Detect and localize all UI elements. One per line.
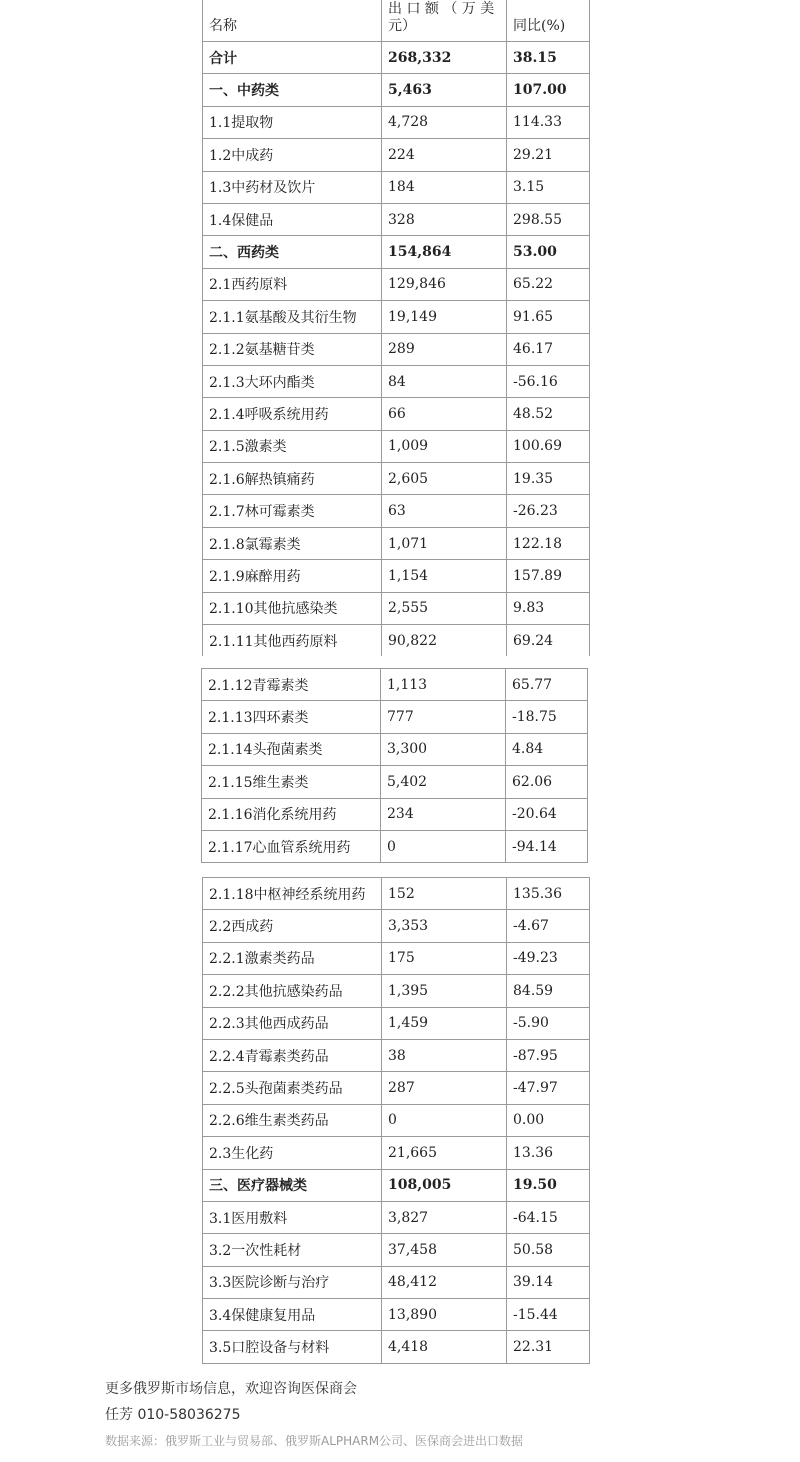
row-yoy: -18.75 <box>506 701 588 733</box>
row-export-value: 5,402 <box>381 766 506 798</box>
table-row <box>203 1169 590 1201</box>
row-export-value: 13,890 <box>382 1299 507 1331</box>
row-export-value: 152 <box>382 878 507 910</box>
row-export-value: 1,009 <box>382 430 507 462</box>
row-export-value: 4,728 <box>382 106 507 138</box>
row-export-value: 21,665 <box>382 1137 507 1169</box>
table-row <box>203 592 590 624</box>
row-export-value: 1,154 <box>382 560 507 592</box>
row-export-value: 154,864 <box>382 236 507 268</box>
row-export-value: 224 <box>382 139 507 171</box>
table-row <box>203 463 590 495</box>
row-yoy: 48.52 <box>507 398 590 430</box>
row-export-value: 184 <box>382 171 507 203</box>
row-name: 3.3医院诊断与治疗 <box>203 1266 382 1298</box>
row-name: 2.1.8氯霉素类 <box>203 527 382 559</box>
row-name: 2.1.14头孢菌素类 <box>202 733 381 765</box>
row-yoy: 38.15 <box>507 42 590 74</box>
row-name: 1.4保健品 <box>203 203 382 235</box>
row-name: 2.1.9麻醉用药 <box>203 560 382 592</box>
header-name: 名称 <box>203 0 382 42</box>
table-row <box>203 1007 590 1039</box>
table-row <box>203 171 590 203</box>
table-row <box>203 106 590 138</box>
table-row <box>203 203 590 235</box>
footer-contact-phone: 任芳 010-58036275 <box>105 1407 241 1423</box>
footer-contact-prompt: 更多俄罗斯市场信息，欢迎咨询医保商会 <box>105 1381 357 1397</box>
row-name: 2.1.5激素类 <box>203 430 382 462</box>
row-name: 2.2.3其他西成药品 <box>203 1007 382 1039</box>
row-name: 2.1.13四环素类 <box>202 701 381 733</box>
row-export-value: 287 <box>382 1072 507 1104</box>
row-yoy: -5.90 <box>507 1007 590 1039</box>
row-name: 3.5口腔设备与材料 <box>203 1331 382 1363</box>
table-row <box>202 733 588 765</box>
row-export-value: 63 <box>382 495 507 527</box>
row-name: 2.1.15维生素类 <box>202 766 381 798</box>
row-export-value: 38 <box>382 1039 507 1071</box>
table-header-row <box>203 0 590 42</box>
row-name: 二、西药类 <box>203 236 382 268</box>
table-row <box>203 1234 590 1266</box>
row-export-value: 0 <box>382 1104 507 1136</box>
row-export-value: 1,113 <box>381 669 506 701</box>
row-name: 2.1.2氨基糖苷类 <box>203 333 382 365</box>
row-export-value: 328 <box>382 203 507 235</box>
table-row <box>203 942 590 974</box>
table-row <box>203 527 590 559</box>
row-yoy: 65.22 <box>507 268 590 300</box>
row-export-value: 1,459 <box>382 1007 507 1039</box>
row-name: 2.1.3大环内酯类 <box>203 365 382 397</box>
row-export-value: 129,846 <box>382 268 507 300</box>
table-row <box>202 701 588 733</box>
row-yoy: 13.36 <box>507 1137 590 1169</box>
table-row <box>203 333 590 365</box>
table-row <box>203 398 590 430</box>
row-yoy: 53.00 <box>507 236 590 268</box>
table-row <box>203 1137 590 1169</box>
row-yoy: 65.77 <box>506 669 588 701</box>
table-row <box>203 1201 590 1233</box>
row-export-value: 5,463 <box>382 74 507 106</box>
header-export-value: 出 口 额 （ 万 美 元） <box>382 0 507 42</box>
table-row <box>203 495 590 527</box>
row-export-value: 37,458 <box>382 1234 507 1266</box>
row-yoy: 3.15 <box>507 171 590 203</box>
table-row <box>203 301 590 333</box>
row-yoy: 50.58 <box>507 1234 590 1266</box>
row-yoy: 100.69 <box>507 430 590 462</box>
row-export-value: 48,412 <box>382 1266 507 1298</box>
table-row <box>203 74 590 106</box>
table-row <box>202 798 588 830</box>
row-yoy: 4.84 <box>506 733 588 765</box>
row-yoy: 114.33 <box>507 106 590 138</box>
row-export-value: 108,005 <box>382 1169 507 1201</box>
row-yoy: 46.17 <box>507 333 590 365</box>
row-name: 2.1.17心血管系统用药 <box>202 830 381 862</box>
row-yoy: -4.67 <box>507 910 590 942</box>
row-yoy: 62.06 <box>506 766 588 798</box>
row-export-value: 175 <box>382 942 507 974</box>
row-name: 3.1医用敷料 <box>203 1201 382 1233</box>
table-row <box>202 669 588 701</box>
row-export-value: 3,827 <box>382 1201 507 1233</box>
row-name: 2.1.12青霉素类 <box>202 669 381 701</box>
table-row <box>203 1072 590 1104</box>
table-row <box>203 236 590 268</box>
row-yoy: 22.31 <box>507 1331 590 1363</box>
row-name: 2.2.5头孢菌素类药品 <box>203 1072 382 1104</box>
table-row <box>203 430 590 462</box>
row-yoy: 84.59 <box>507 975 590 1007</box>
table-row <box>203 268 590 300</box>
row-export-value: 2,605 <box>382 463 507 495</box>
row-export-value: 3,353 <box>382 910 507 942</box>
row-export-value: 289 <box>382 333 507 365</box>
row-yoy: 19.35 <box>507 463 590 495</box>
row-export-value: 4,418 <box>382 1331 507 1363</box>
row-yoy: 298.55 <box>507 203 590 235</box>
row-name: 合计 <box>203 42 382 74</box>
table-row <box>202 766 588 798</box>
table-row <box>203 1039 590 1071</box>
row-name: 2.1.10其他抗感染类 <box>203 592 382 624</box>
row-yoy: -87.95 <box>507 1039 590 1071</box>
row-export-value: 777 <box>381 701 506 733</box>
row-yoy: -64.15 <box>507 1201 590 1233</box>
table-row <box>203 365 590 397</box>
footer-data-source: 数据来源：俄罗斯工业与贸易部、俄罗斯ALPHARM公司、医保商会进出口数据 <box>105 1434 524 1448</box>
row-name: 2.1.7林可霉素类 <box>203 495 382 527</box>
row-export-value: 0 <box>381 830 506 862</box>
row-yoy: -49.23 <box>507 942 590 974</box>
table-row <box>203 1331 590 1363</box>
header-yoy: 同比(%) <box>507 0 590 42</box>
row-yoy: -15.44 <box>507 1299 590 1331</box>
row-yoy: -26.23 <box>507 495 590 527</box>
row-yoy: 0.00 <box>507 1104 590 1136</box>
row-export-value: 84 <box>382 365 507 397</box>
row-name: 2.2.1激素类药品 <box>203 942 382 974</box>
row-yoy: -47.97 <box>507 1072 590 1104</box>
row-export-value: 90,822 <box>382 625 507 657</box>
row-export-value: 19,149 <box>382 301 507 333</box>
row-name: 2.2.2其他抗感染药品 <box>203 975 382 1007</box>
row-name: 3.4保健康复用品 <box>203 1299 382 1331</box>
row-name: 一、中药类 <box>203 74 382 106</box>
table-row <box>203 1104 590 1136</box>
row-name: 2.1.18中枢神经系统用药 <box>203 878 382 910</box>
row-name: 1.2中成药 <box>203 139 382 171</box>
row-name: 2.2西成药 <box>203 910 382 942</box>
row-yoy: 135.36 <box>507 878 590 910</box>
row-export-value: 268,332 <box>382 42 507 74</box>
row-yoy: 157.89 <box>507 560 590 592</box>
row-name: 2.1.6解热镇痛药 <box>203 463 382 495</box>
table-row <box>203 625 590 657</box>
row-yoy: 122.18 <box>507 527 590 559</box>
row-name: 2.1.4呼吸系统用药 <box>203 398 382 430</box>
row-yoy: 29.21 <box>507 139 590 171</box>
export-table-part-2 <box>201 668 588 863</box>
row-export-value: 2,555 <box>382 592 507 624</box>
row-name: 3.2一次性耗材 <box>203 1234 382 1266</box>
row-name: 2.3生化药 <box>203 1137 382 1169</box>
row-yoy: 19.50 <box>507 1169 590 1201</box>
row-yoy: 69.24 <box>507 625 590 657</box>
row-name: 2.2.4青霉素类药品 <box>203 1039 382 1071</box>
table-row <box>203 139 590 171</box>
row-yoy: -94.14 <box>506 830 588 862</box>
table-row <box>203 42 590 74</box>
table-row <box>203 975 590 1007</box>
row-export-value: 3,300 <box>381 733 506 765</box>
row-yoy: 9.83 <box>507 592 590 624</box>
table-row <box>203 910 590 942</box>
table-row <box>202 830 588 862</box>
row-name: 1.3中药材及饮片 <box>203 171 382 203</box>
row-name: 2.1.11其他西药原料 <box>203 625 382 657</box>
row-name: 2.1西药原料 <box>203 268 382 300</box>
row-name: 2.2.6维生素类药品 <box>203 1104 382 1136</box>
row-yoy: 107.00 <box>507 74 590 106</box>
row-name: 三、医疗器械类 <box>203 1169 382 1201</box>
export-table-part-1 <box>202 0 590 656</box>
table-row <box>203 560 590 592</box>
row-yoy: 91.65 <box>507 301 590 333</box>
row-yoy: -56.16 <box>507 365 590 397</box>
row-export-value: 234 <box>381 798 506 830</box>
row-yoy: 39.14 <box>507 1266 590 1298</box>
row-export-value: 1,395 <box>382 975 507 1007</box>
row-export-value: 1,071 <box>382 527 507 559</box>
row-name: 1.1提取物 <box>203 106 382 138</box>
table-row <box>203 1266 590 1298</box>
row-yoy: -20.64 <box>506 798 588 830</box>
row-name: 2.1.1氨基酸及其衍生物 <box>203 301 382 333</box>
row-export-value: 66 <box>382 398 507 430</box>
export-table-part-3 <box>202 877 590 1364</box>
row-name: 2.1.16消化系统用药 <box>202 798 381 830</box>
table-row <box>203 878 590 910</box>
table-row <box>203 1299 590 1331</box>
